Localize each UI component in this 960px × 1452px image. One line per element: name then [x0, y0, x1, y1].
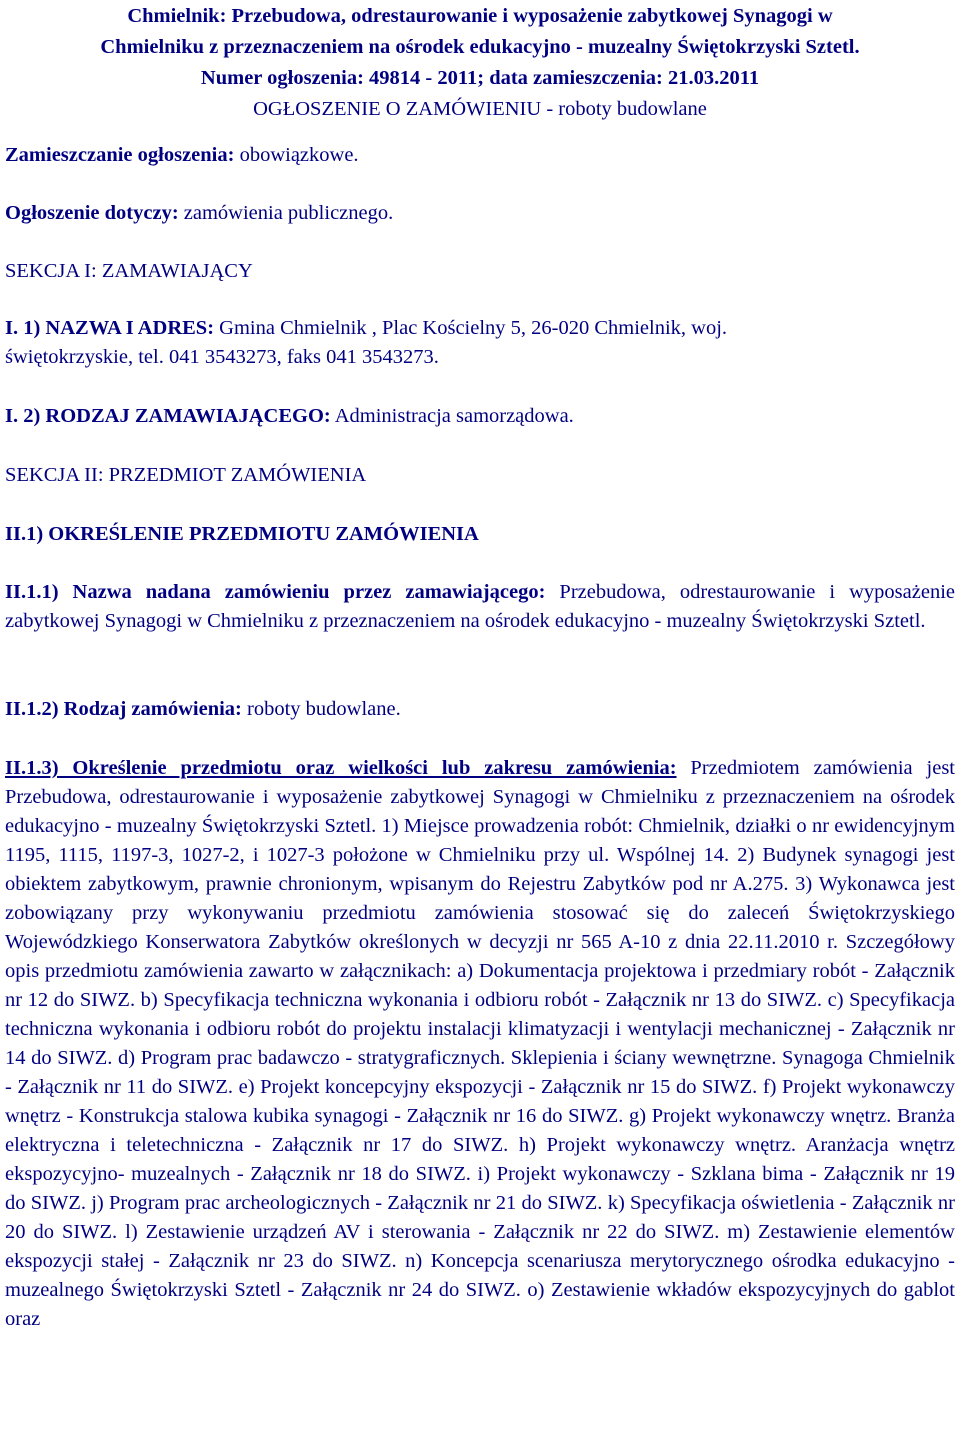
- section-2-1-1-label: II.1.1) Nazwa nadana zamówieniu przez zamawiającego:: [5, 581, 546, 603]
- field-dotyczy: [5, 199, 955, 228]
- header-title-line-1: Chmielnik: Przebudowa, odrestaurowanie i wyposażenie zabytkowej Synagogi w: [127, 5, 833, 27]
- section-1-name-address: [5, 314, 955, 343]
- section-1-contracting-authority-type: [5, 402, 955, 431]
- section-2-1-2-label: II.1.2) Rodzaj zamówienia:: [5, 698, 242, 720]
- section-1-name-address-continued: świętokrzyskie, tel. 041 3543273, faks 041 3543273.: [5, 346, 439, 368]
- section-2-1-title: II.1) OKREŚLENIE PRZEDMIOTU ZAMÓWIENIA: [5, 523, 479, 545]
- section-1-title: SEKCJA I: ZAMAWIAJĄCY: [5, 260, 253, 282]
- section-2-1-1-value: Przebudowa, odrestaurowanie i wyposażenie zabytkowej Synagogi w Chmielniku z przeznaczeniem na ośrodek edukacyjno - muzealny Świętokrzyski Sztetl.: [5, 581, 955, 632]
- section-1-authority-type-label: I. 2) RODZAJ ZAMAWIAJĄCEGO:: [5, 405, 331, 427]
- section-1-name-address-label: I. 1) NAZWA I ADRES:: [5, 317, 215, 339]
- field-zamieszczanie-value: obowiązkowe.: [234, 144, 359, 166]
- header-notice-type: OGŁOSZENIE O ZAMÓWIENIU - roboty budowlane: [253, 98, 707, 120]
- field-dotyczy-label: Ogłoszenie dotyczy:: [5, 202, 179, 224]
- section-1-name-address-value: Gmina Chmielnik , Plac Kościelny 5, 26-020 Chmielnik, woj.: [214, 317, 728, 339]
- document-page: [5, 0, 955, 1330]
- document-header: [5, 2, 955, 124]
- header-title-line-2: Chmielniku z przeznaczeniem na ośrodek edukacyjno - muzealny Świętokrzyski Sztetl.: [100, 36, 860, 58]
- section-2-1-3-value: Przedmiotem zamówienia jest Przebudowa, odrestaurowanie i wyposażenie zabytkowej Synagogi w Chmielniku z przeznaczeniem na ośrodek edukacyjno - muzealny Świętokrzyski Sztetl. 1) Miejsce prowadzenia robót: Chmielnik, działki o nr ewidencyjnym 1195, 1115, 1197-3, 1027-2, i 1027-3 położone w Chmielniku przy ul. Wspólnej 14. 2) Budynek synagogi jest obiektem zabytkowym, prawnie chronionym, wpisanym do Rejestru Zabytków pod nr A.275. 3) Wykonawca jest zobowiązany przy wykonywaniu przedmiotu zamówienia stosować się do zaleceń Świętokrzyskiego Wojewódzkiego Konserwatora Zabytków określonych w decyzji nr 565 A-10 z dnia 22.11.2010 r. Szczegółowy opis przedmiotu zamówienia zawarto w załącznikach: a) Dokumentacja projektowa i przedmiary robót - Załącznik nr 12 do SIWZ. b) Specyfikacja techniczna wykonania i odbioru robót - Załącznik nr 13 do SIWZ. c) Specyfikacja techniczna wykonania i odbioru robót do projektu instalacji klimatyzacji i wentylacji mechanicznej - Załącznik nr 14 do SIWZ. d) Program prac badawczo - stratygraficznych. Sklepienia i ściany wewnętrzne. Synagoga Chmielnik - Załącznik nr 11 do SIWZ. e) Projekt koncepcyjny ekspozycji - Załącznik nr 15 do SIWZ. f) Projekt wykonawczy wnętrz - Konstrukcja stalowa kubika synagogi - Załącznik nr 16 do SIWZ. g) Projekt wykonawczy wnętrz. Branża elektryczna i teletechniczna - Załącznik nr 17 do SIWZ. h) Projekt wykonawczy wnętrz. Aranżacja wnętrz ekspozycyjno- muzealnych - Załącznik nr 18 do SIWZ. i) Projekt wykonawczy - Szklana bima - Załącznik nr 19 do SIWZ. j) Program prac archeologicznych - Załącznik nr 21 do SIWZ. k) Specyfikacja oświetlenia - Załącznik nr 20 do SIWZ. l) Zestawienie urządzeń AV i sterowania - Załącznik nr 22 do SIWZ. m) Zestawienie elementów ekspozycji stałej - Załącznik nr 23 do SIWZ. n) Koncepcja scenariusza merytorycznego ośrodka edukacyjno - muzealnego Świętokrzyski Sztetl - Załącznik nr 24 do SIWZ. o) Zestawienie wkładów ekspozycyjnych do gablot oraz: [5, 757, 955, 1330]
- field-zamieszczanie-label: Zamieszczanie ogłoszenia:: [5, 144, 235, 166]
- section-1-authority-type-value: Administracja samorządowa.: [330, 405, 574, 427]
- header-notice-number: Numer ogłoszenia: 49814 - 2011; data zamieszczenia: 21.03.2011: [200, 67, 760, 89]
- field-zamieszczanie: [5, 141, 955, 170]
- section-2-1-2-value: roboty budowlane.: [241, 698, 401, 720]
- section-2-1-3-label: II.1.3) Określenie przedmiotu oraz wielkości lub zakresu zamówienia:: [5, 757, 677, 779]
- section-2-title: SEKCJA II: PRZEDMIOT ZAMÓWIENIA: [5, 464, 367, 486]
- field-dotyczy-value: zamówienia publicznego.: [178, 202, 394, 224]
- section-2-1-2-order-type: [5, 695, 955, 724]
- section-2-1-1-order-name: [5, 578, 955, 636]
- section-2-1-3-scope: [5, 754, 955, 1334]
